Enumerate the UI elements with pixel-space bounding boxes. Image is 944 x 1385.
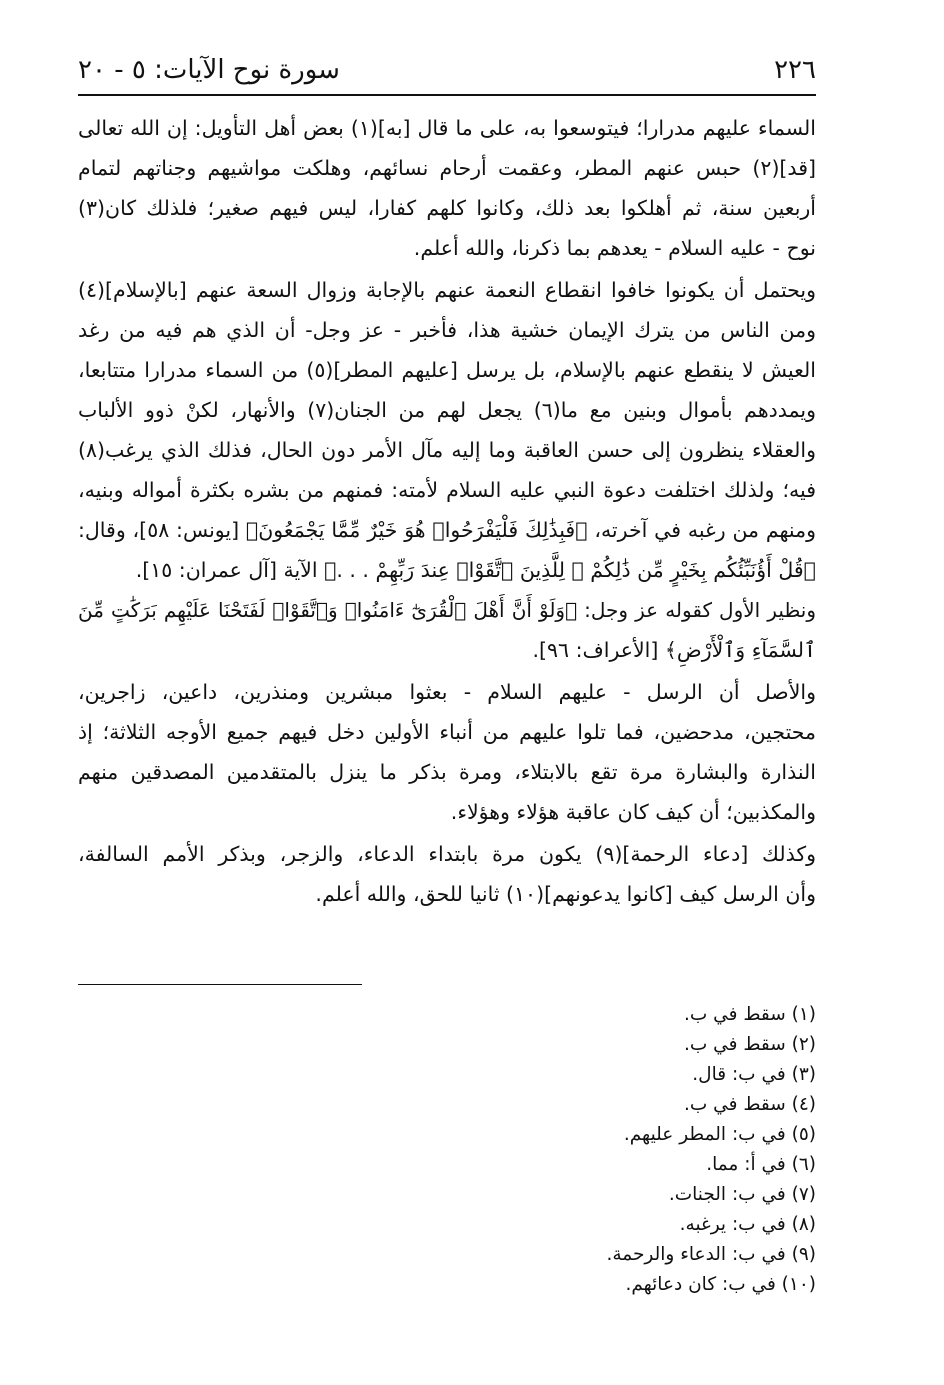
footnote: (١٠) في ب: كان دعائهم. xyxy=(625,1274,816,1295)
text-line: والأصل أن الرسل - عليهم السلام - بعثوا مبشرين ومنذرين، داعين، زاجرين، xyxy=(78,680,816,704)
text-line: فيه؛ ولذلك اختلفت دعوة النبي عليه السلام لأمته: فمنهم من بشره بكثرة أمواله وبنيه، xyxy=(78,478,816,502)
text-line: النذارة والبشارة مرة تقع بالابتلاء، ومرة بذكر ما ينزل بالمتقدمين المصدقين منهم xyxy=(78,760,816,784)
footnote: (٦) في أ: مما. xyxy=(706,1154,816,1175)
text-line: ويمددهم بأموال وبنين مع ما(٦) يجعل لهم من الجنان(٧) والأنهار، لكنْ ذوو الألباب xyxy=(78,398,816,422)
text-line: ومنهم من رغبه في آخرته، ﴿فَبِذَٰلِكَ فَلْيَفْرَحُوا۟ هُوَ خَيْرٌ مِّمَّا يَجْمَعُونَ﴾ [يونس: ٥٨]، وقال: xyxy=(78,518,816,542)
text-line: ونظير الأول كقوله عز وجل: ﴿وَلَوْ أَنَّ أَهْلَ ٱلْقُرَىٰٓ ءَامَنُوا۟ وَٱتَّقَوْا۟ لَفَتَحْنَا عَلَيْهِم بَرَكَٰتٍ مِّنَ xyxy=(78,598,816,622)
running-title: سورة نوح الآيات: ٥ - ٢٠ xyxy=(78,55,340,85)
footnote: (٥) في ب: المطر عليهم. xyxy=(623,1124,816,1145)
text-line: والمكذبين؛ أن كيف كان عاقبة هؤلاء وهؤلاء. xyxy=(450,800,816,824)
text-line: محتجين، مدحضين، فما تلوا عليهم من أنباء الأولين دخل فيهم جميع الأوجه الثلاثة؛ إذ xyxy=(78,720,816,744)
text-line: السماء عليهم مدرارا؛ فيتوسعوا به، على ما قال [به](١) بعض أهل التأويل: إن الله تعالى xyxy=(78,116,816,140)
footnote: (٣) في ب: قال. xyxy=(692,1064,816,1085)
header-rule xyxy=(78,94,816,96)
footnotes xyxy=(416,1000,816,1300)
text-line: ويحتمل أن يكونوا خافوا انقطاع النعمة عنهم بالإجابة وزوال السعة عنهم [بالإسلام](٤) xyxy=(78,278,816,302)
text-line: أربعين سنة، ثم أهلكوا بعد ذلك، وكانوا كلهم كفارا، ليس فيهم صغير؛ فلذلك كان(٣) xyxy=(78,196,816,220)
footnote: (٩) في ب: الدعاء والرحمة. xyxy=(606,1244,816,1265)
text-line: والعقلاء ينظرون إلى حسن العاقبة وما إليه مآل الأمر دون الحال، فذلك الذي يرغب(٨) xyxy=(78,438,816,462)
main-text xyxy=(78,108,816,914)
footnote: (٢) سقط في ب. xyxy=(684,1034,816,1055)
page-number: ٢٢٦ xyxy=(774,55,816,85)
text-line: ﴿قُلْ أَؤُنَبِّئُكُم بِخَيْرٍ مِّن ذَٰلِكُمْ ۚ لِلَّذِينَ ٱتَّقَوْا۟ عِندَ رَبِّهِمْ . . .﴾ الآية [آل عمران: ١٥]. xyxy=(135,558,816,582)
text-line: وكذلك [دعاء الرحمة](٩) يكون مرة بابتداء الدعاء، والزجر، وبذكر الأمم السالفة، xyxy=(78,842,816,866)
text-line: نوح - عليه السلام - يعدهم بما ذكرنا، والله أعلم. xyxy=(413,236,816,260)
footnote-separator xyxy=(78,984,362,985)
text-line: وأن الرسل كيف [كانوا يدعونهم](١٠) ثانيا للحق، والله أعلم. xyxy=(315,882,816,906)
page-header xyxy=(78,52,816,92)
footnote: (٨) في ب: يرغبه. xyxy=(679,1214,816,1235)
text-line: العيش لا ينقطع عنهم بالإسلام، بل يرسل [عليهم المطر](٥) من السماء مدرارا متتابعا، xyxy=(78,358,816,382)
footnote: (٧) في ب: الجنات. xyxy=(668,1184,816,1205)
text-line: ومن الناس من يترك الإيمان خشية هذا، فأخبر - عز وجل- أن الذي هم فيه من رغد xyxy=(78,318,816,342)
footnote: (٤) سقط في ب. xyxy=(684,1094,816,1115)
footnote: (١) سقط في ب. xyxy=(684,1004,816,1025)
text-line: [قد](٢) حبس عنهم المطر، وعقمت أرحام نسائهم، وهلكت مواشيهم وجناتهم لتمام xyxy=(78,156,816,180)
text-line: ٱلسَّمَآءِ وَٱلْأَرْضِ﴾ [الأعراف: ٩٦]. xyxy=(532,638,816,662)
